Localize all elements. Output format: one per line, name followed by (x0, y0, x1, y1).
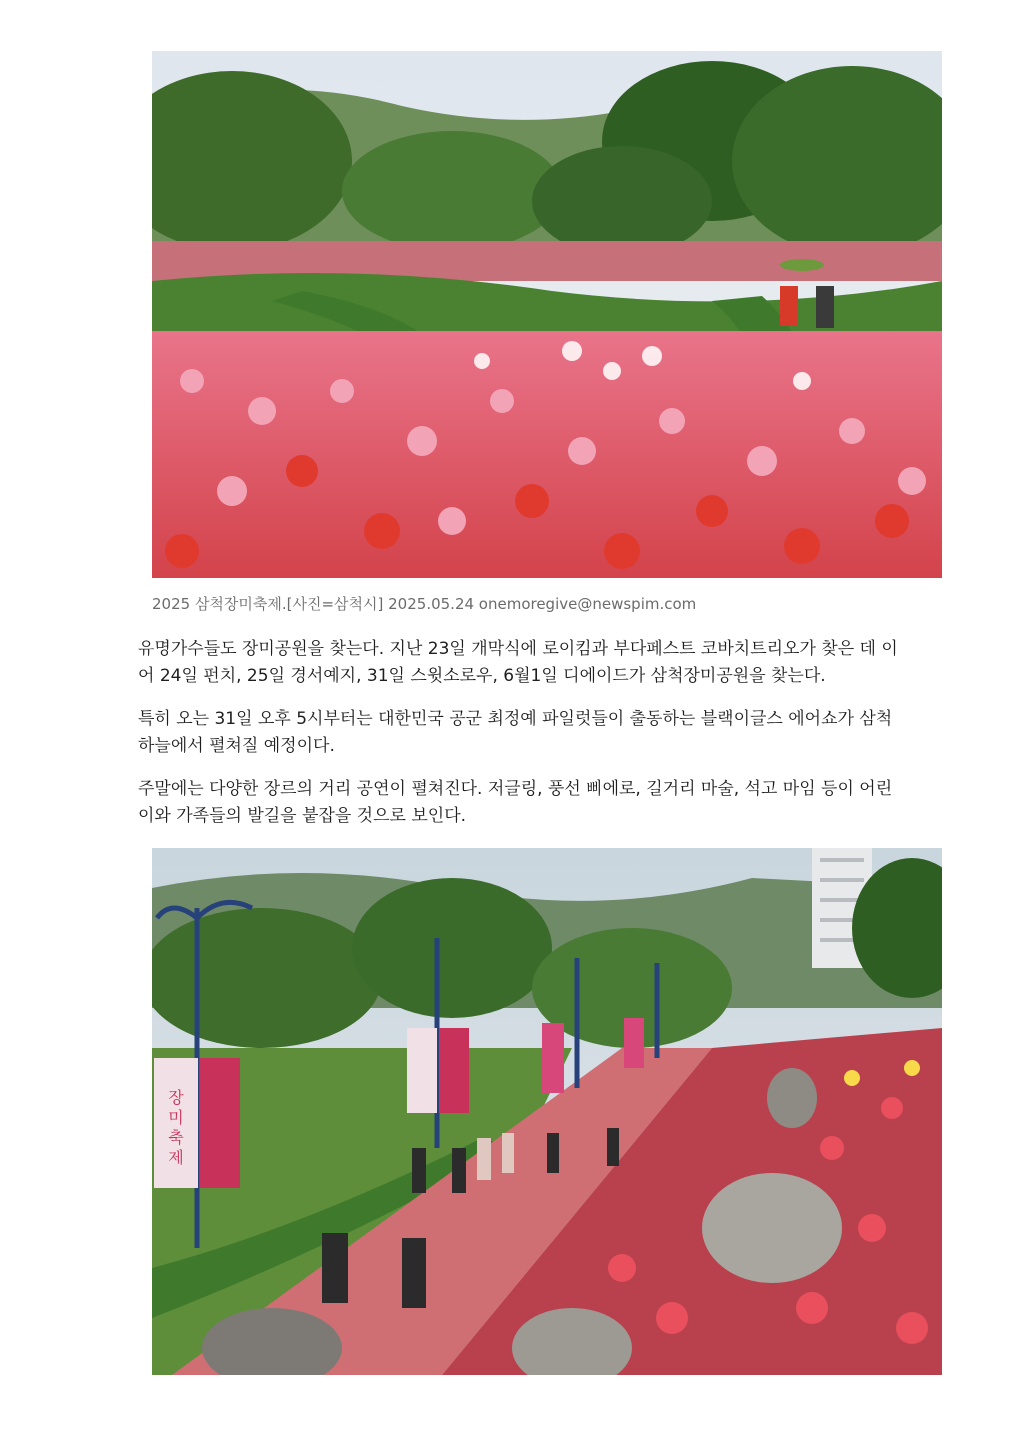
festival-street-image (152, 848, 942, 1375)
article-paragraph: 특히 오는 31일 오후 5시부터는 대한민국 공군 최정예 파일럿들이 출동하는 블랙이글스 에어쇼가 삼척 하늘에서 펼쳐질 예정이다. (138, 709, 893, 756)
article-paragraph: 주말에는 다양한 장르의 거리 공연이 펼쳐진다. 저글링, 풍선 삐에로, 길거리 마술, 석고 마임 등이 어린이와 가족들의 발길을 붙잡을 것으로 보인다. (138, 779, 893, 826)
rose-garden-image (152, 51, 942, 578)
article-paragraph: 유명가수들도 장미공원을 찾는다. 지난 23일 개막식에 로이킴과 부다페스트 코바치트리오가 찾은 데 이어 24일 펀치, 25일 경서예지, 31일 스윗소로우, 6월1일 디에이드가 삼척장미공원을 찾는다. (138, 639, 898, 686)
rose-garden-photo (152, 51, 942, 578)
banner-text: 장 미 축 제 (168, 1088, 184, 1167)
photo-caption: 2025 삼척장미축제.[사진=삼척시] 2025.05.24 onemoregive@newspim.com (152, 595, 697, 613)
festival-street-photo (152, 848, 942, 1375)
